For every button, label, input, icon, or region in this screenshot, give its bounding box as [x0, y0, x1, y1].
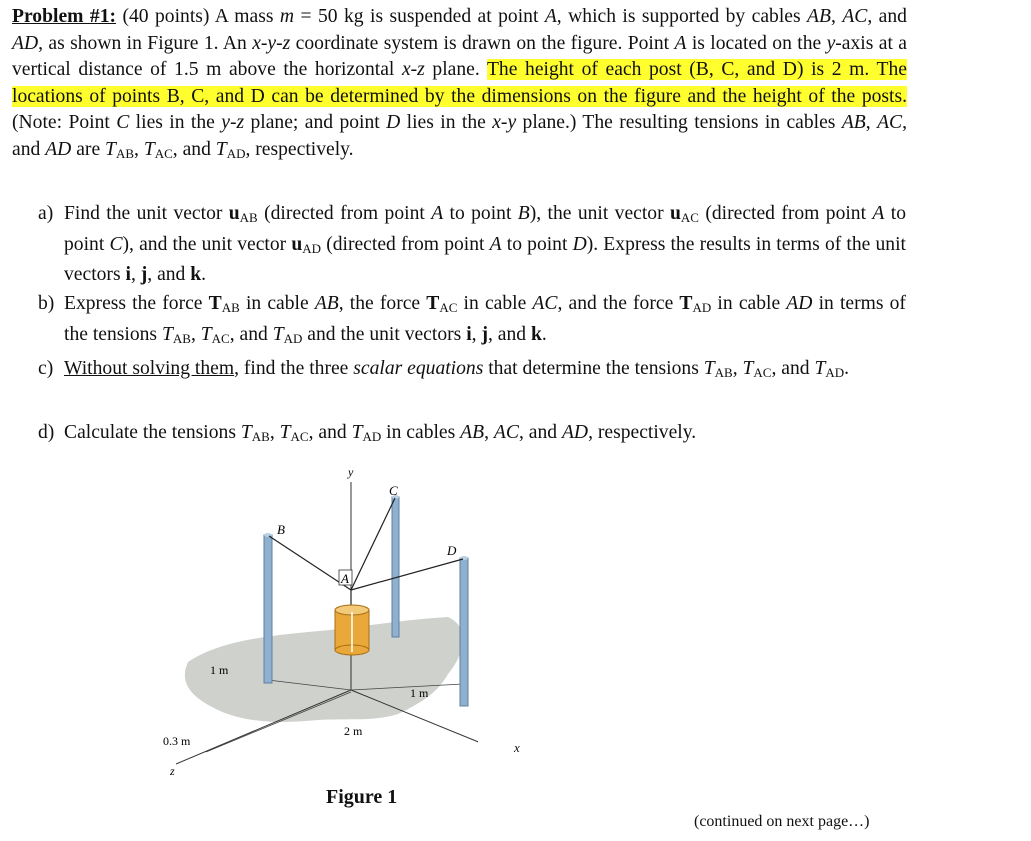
text-span: Without solving them [64, 358, 235, 379]
text-span: A [872, 203, 885, 224]
text-span: T [215, 138, 227, 160]
text-span: T [351, 422, 363, 443]
text-span: T [161, 323, 173, 345]
part-label: b) [38, 293, 55, 314]
problem-heading: Problem #1: [12, 6, 117, 27]
text-span: (directed from point [321, 233, 490, 255]
text-span: AD [283, 330, 303, 346]
text-span: AB [841, 112, 866, 134]
text-span: AC [493, 422, 519, 443]
label-z-axis: z [170, 764, 175, 778]
text-span: . [541, 323, 547, 345]
text-span: u [670, 203, 681, 224]
text-span: , and [867, 6, 907, 27]
text-span: , [269, 422, 280, 443]
text-span: T [240, 422, 252, 443]
text-span: to point [64, 203, 906, 255]
label-point-d: D [447, 543, 457, 558]
text-span: T [742, 358, 754, 379]
text-span: (directed from point [257, 203, 432, 224]
text-span: are [71, 138, 106, 160]
text-span: lies in the [400, 112, 493, 134]
text-span: in cable [239, 293, 315, 314]
part-d [38, 420, 906, 451]
label-y-axis: y [348, 465, 354, 479]
cable-ac [351, 498, 395, 590]
text-span: u [228, 203, 240, 224]
text-span: k [530, 323, 542, 345]
text-span: AB [460, 422, 485, 443]
text-span: A [544, 6, 557, 27]
text-span: AC [842, 6, 868, 27]
text-span: ), the unit vector [529, 203, 670, 224]
text-span: plane; and point [244, 112, 387, 134]
text-span: AC [680, 210, 699, 225]
text-span: in cable [711, 293, 787, 314]
text-span: T [814, 358, 826, 379]
text-span: T [703, 358, 715, 379]
figure-1 [148, 452, 478, 787]
text-span: T [208, 293, 222, 314]
text-span: AD [226, 145, 246, 161]
text-span: AB [807, 6, 831, 27]
text-span: , and [518, 422, 562, 443]
text-span: AC [211, 330, 230, 346]
text-span: AC [154, 145, 173, 161]
text-span: T [679, 293, 693, 314]
text-span: , [771, 358, 777, 379]
text-span: that determine the tensions [483, 358, 704, 379]
post-cap [264, 533, 272, 537]
text-span: , respectively. [245, 138, 354, 160]
figure-caption: Figure 1 [326, 786, 398, 808]
text-span: AB [239, 210, 258, 225]
text-span: , and [487, 323, 531, 345]
text-span: , [732, 358, 743, 379]
part-c [38, 356, 906, 387]
text-span: AC [290, 429, 309, 444]
text-span: AD [45, 138, 72, 160]
text-span: T [105, 138, 116, 160]
text-span: y-z [221, 112, 245, 134]
text-span: to point [443, 203, 518, 224]
text-span: m [279, 6, 295, 27]
text-span: C [116, 112, 130, 134]
text-span: AB [221, 300, 240, 315]
text-span: plane.) The resulting tensions in cables [516, 112, 842, 134]
text-span: . [844, 358, 850, 379]
text-span: , as shown in Figure 1. An [38, 32, 253, 54]
text-span: x-y-z [252, 32, 291, 54]
text-span: AB [115, 145, 135, 161]
text-span: AC [532, 293, 558, 314]
text-span: k [190, 264, 202, 286]
text-span: , [471, 323, 482, 345]
label-dim-03m: 0.3 m [163, 734, 191, 748]
part-b [38, 291, 906, 352]
text-span: coordinate system is drawn on the figure. Point [290, 32, 675, 54]
part-a [38, 201, 906, 289]
text-span: T [279, 422, 291, 443]
text-span: and [182, 138, 216, 160]
text-span: , [484, 422, 494, 443]
text-span: , and [229, 323, 273, 345]
text-span: , the force [338, 293, 427, 314]
highlighted-text: The height of each post (B, C, and D) is 2 m. The locations of points B, C, and D can be determined by the dimensions on the figure and the height of the posts. [12, 59, 907, 107]
text-span: AB [314, 293, 339, 314]
text-span: AB [251, 429, 270, 444]
text-span: , [865, 112, 878, 134]
part-label: c) [38, 358, 54, 379]
text-span: AB [172, 330, 191, 346]
text-span: B [517, 203, 530, 224]
text-span: , respectively. [588, 422, 697, 443]
text-span: and the unit vectors [302, 323, 467, 345]
label-dim-1m-left: 1 m [210, 663, 229, 677]
text-span: D [386, 112, 401, 134]
text-span: Express the force [64, 293, 209, 314]
cable-ad [351, 559, 463, 590]
label-point-c: C [389, 483, 398, 498]
text-span: A [431, 203, 444, 224]
text-span: i [466, 323, 472, 345]
text-span: -axis at a vertical distance of 1.5 m above the horizontal [12, 32, 907, 81]
post-c [392, 497, 399, 637]
text-span: in cable [457, 293, 533, 314]
text-span: (40 points) A mass [116, 6, 280, 27]
text-span: , [134, 138, 144, 160]
text-span: (Note: Point [12, 112, 117, 134]
continued-note: (continued on next page…) [694, 813, 870, 830]
text-span: j [140, 264, 148, 286]
text-span: AC [753, 365, 772, 380]
text-span: AD [786, 293, 813, 314]
text-span: AC [439, 300, 458, 315]
part-body [64, 420, 906, 451]
text-span: , and [308, 422, 352, 443]
text-span: AD [825, 365, 845, 380]
text-span: AD [302, 240, 322, 256]
text-span: T [426, 293, 440, 314]
figure-illustration [148, 452, 478, 787]
text-span: (directed from point [698, 203, 873, 224]
text-span: in cables [381, 422, 461, 443]
label-x-axis-outer: x [514, 740, 520, 755]
post-d [460, 558, 468, 706]
text-span: , and [12, 112, 908, 160]
text-span: , find the three [234, 358, 354, 379]
part-body [64, 201, 906, 289]
text-span: plane. [424, 59, 487, 81]
text-span: , [190, 323, 201, 345]
text-span: , and the force [557, 293, 680, 314]
text-span: ), and the unit vector [122, 233, 292, 255]
text-span: , [130, 264, 141, 286]
text-span: . [201, 264, 207, 286]
text-span: Find the unit vector [64, 203, 229, 224]
text-span: D [572, 233, 587, 255]
text-span: x-z [401, 59, 425, 81]
text-span: AD [561, 422, 589, 443]
problem-statement [12, 4, 907, 168]
text-span: T [272, 323, 284, 345]
text-span: = 50 kg is suspended at point [294, 6, 545, 27]
text-span: C [109, 233, 123, 255]
text-span: T [143, 138, 155, 160]
text-span: T [200, 323, 212, 345]
text-span: AD [362, 429, 382, 444]
text-span: , [172, 138, 178, 160]
part-label: a) [38, 203, 54, 224]
text-span: , [830, 6, 843, 27]
text-span: in terms of the tensions [64, 293, 906, 345]
text-span: AB [714, 365, 733, 380]
post-b [264, 535, 272, 683]
text-span: lies in the [129, 112, 222, 134]
text-span: scalar equations [353, 358, 484, 379]
part-label: d) [38, 422, 55, 443]
text-span: x-y [492, 112, 517, 134]
label-dim-2m: 2 m [344, 724, 363, 738]
label-point-a: A [341, 571, 349, 586]
label-dim-1m-right: 1 m [410, 686, 429, 700]
text-span: ). Express the results in terms of the unit vectors [64, 233, 906, 286]
text-span: j [481, 323, 488, 345]
part-body [64, 291, 906, 352]
text-span: Calculate the tensions [64, 422, 241, 443]
text-span: A [674, 32, 687, 54]
text-span: and [781, 358, 815, 379]
label-point-b: B [277, 522, 285, 537]
text-span: , which is supported by cables [556, 6, 808, 27]
text-span: AD [692, 300, 712, 315]
text-span: to point [501, 233, 573, 255]
text-span: AC [877, 112, 903, 134]
text-span: y [826, 32, 836, 54]
text-span: u [291, 233, 303, 255]
part-body [64, 356, 906, 387]
text-span: AD [12, 32, 39, 54]
text-span: , and [147, 264, 191, 286]
text-span: i [125, 264, 131, 286]
text-span: A [489, 233, 502, 255]
text-span: is located on the [686, 32, 827, 54]
